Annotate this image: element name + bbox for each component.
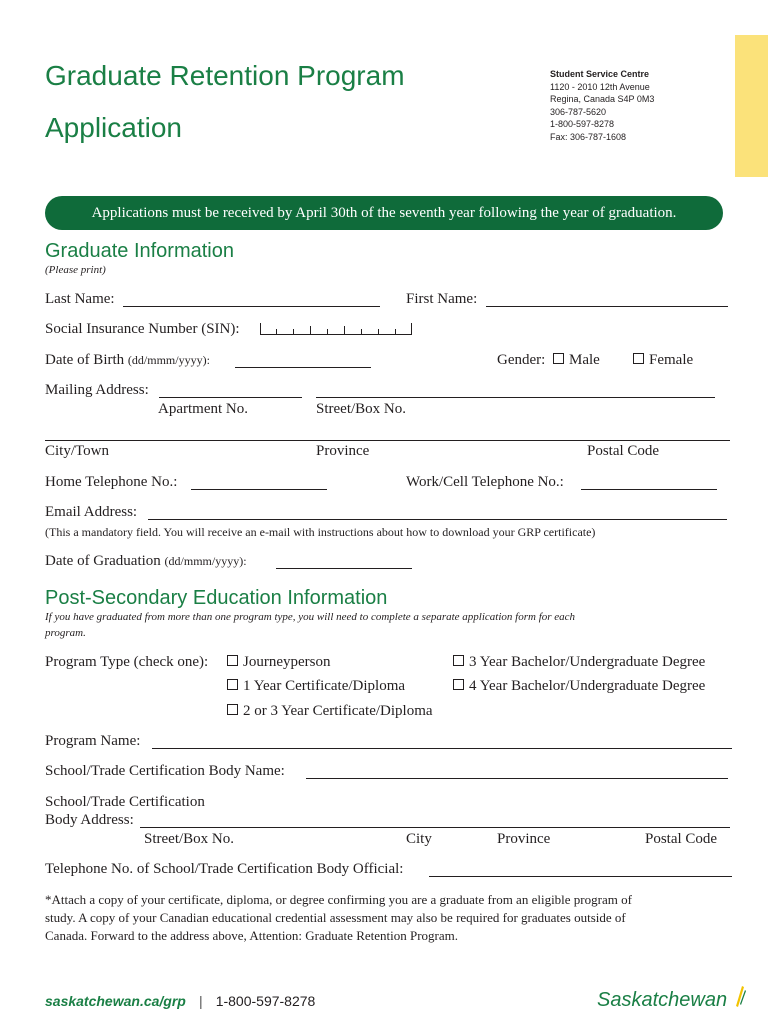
program-name-label: Program Name:: [45, 733, 141, 749]
apartment-field[interactable]: [159, 397, 302, 398]
dob-field[interactable]: [235, 367, 371, 368]
dob-label-text: Date of Birth: [45, 352, 125, 368]
male-label: Male: [569, 352, 600, 368]
wheat-icon: [733, 984, 747, 1008]
program-option-label: 4 Year Bachelor/Undergraduate Degree: [469, 678, 706, 694]
address-line: Regina, Canada S4P 0M3: [550, 94, 655, 104]
email-label: Email Address:: [45, 504, 138, 520]
sin-field[interactable]: [260, 323, 412, 335]
female-checkbox[interactable]: [633, 353, 644, 364]
school-province-caption: Province: [497, 831, 551, 847]
dob-label: [45, 352, 210, 369]
address-line: 1120 - 2010 12th Avenue: [550, 81, 650, 92]
school-postal-caption: Postal Code: [645, 831, 718, 847]
gender-label: Gender:: [497, 352, 546, 368]
program-name-field[interactable]: [152, 748, 732, 749]
home-phone-field[interactable]: [191, 489, 327, 490]
program-option[interactable]: [227, 654, 330, 671]
gender-male-option[interactable]: [553, 352, 600, 369]
attach-line: *Attach a copy of your certificate, diploma, or degree confirming you are a graduate from an eligible program of: [45, 892, 632, 907]
attach-line: Canada. Forward to the address above, Attention: Graduate Retention Program.: [45, 928, 459, 943]
program-option-label: 2 or 3 Year Certificate/Diploma: [243, 703, 433, 719]
grad-date-field[interactable]: [276, 568, 412, 569]
logo-wordmark: Saskatchewan: [597, 989, 728, 1011]
dob-format: (dd/mmm/yyyy):: [127, 353, 210, 367]
province-caption: Province: [316, 443, 370, 459]
form-title-line2: Application: [45, 112, 182, 143]
education-note-line2: program.: [45, 627, 86, 639]
work-phone-label: Work/Cell Telephone No.:: [406, 474, 564, 490]
postal-code-caption: Postal Code: [587, 443, 660, 459]
program-option[interactable]: [453, 654, 705, 671]
please-print-note: (Please print): [45, 264, 106, 276]
deadline-banner: Applications must be received by April 30th of the seventh year following the year of graduation.: [45, 196, 723, 230]
program-type-label: Program Type (check one):: [45, 654, 209, 670]
four-year-bachelor-checkbox[interactable]: [453, 679, 464, 690]
program-option-label: 3 Year Bachelor/Undergraduate Degree: [469, 654, 706, 670]
school-phone-label: Telephone No. of School/Trade Certification Body Official:: [45, 861, 404, 877]
first-name-label: First Name:: [406, 291, 478, 307]
footer: [45, 991, 315, 1010]
female-label: Female: [649, 352, 694, 368]
address-line: 306-787-5620: [550, 106, 607, 117]
footer-separator: |: [198, 993, 203, 1009]
grad-date-label: [45, 553, 247, 570]
program-option[interactable]: [227, 678, 405, 695]
mailing-address-label: Mailing Address:: [45, 382, 149, 398]
address-line: Fax: 306-787-1608: [550, 131, 627, 142]
office-address: [550, 68, 654, 143]
grad-date-format: (dd/mmm/yyyy):: [164, 554, 247, 568]
email-note: (This a mandatory field. You will receive an e-mail with instructions about how to download your GRP certificate): [45, 525, 596, 539]
graduate-info-heading: Graduate Information: [45, 240, 234, 262]
school-name-label: School/Trade Certification Body Name:: [45, 763, 285, 779]
first-name-field[interactable]: [486, 306, 728, 307]
last-name-field[interactable]: [123, 306, 380, 307]
school-address-label-line1: School/Trade Certification: [45, 794, 205, 810]
home-phone-label: Home Telephone No.:: [45, 474, 178, 490]
program-option[interactable]: [453, 678, 705, 695]
yellow-edge-tab: [735, 35, 768, 177]
last-name-label: Last Name:: [45, 291, 115, 307]
street-box-caption: Street/Box No.: [316, 401, 406, 417]
school-city-caption: City: [406, 831, 432, 847]
grad-date-label-text: Date of Graduation: [45, 553, 161, 569]
address-line: 1-800-597-8278: [550, 119, 615, 129]
office-name: Student Service Centre: [550, 69, 650, 79]
email-field[interactable]: [148, 519, 727, 520]
school-phone-field[interactable]: [429, 876, 732, 877]
three-year-bachelor-checkbox[interactable]: [453, 655, 464, 666]
form-title-line1: Graduate Retention Program: [45, 60, 405, 91]
education-info-heading: Post-Secondary Education Information: [45, 587, 388, 609]
school-street-caption: Street/Box No.: [144, 831, 234, 847]
program-option-label: Journeyperson: [243, 654, 331, 670]
sin-label: Social Insurance Number (SIN):: [45, 321, 240, 337]
male-checkbox[interactable]: [553, 353, 564, 364]
two-three-year-certificate-checkbox[interactable]: [227, 704, 238, 715]
city-town-caption: City/Town: [45, 443, 109, 459]
saskatchewan-logo: [597, 984, 747, 1012]
one-year-certificate-checkbox[interactable]: [227, 679, 238, 690]
school-address-field[interactable]: [140, 827, 730, 828]
education-note-line1: If you have graduated from more than one program type, you will need to complete a separate application form for each: [45, 611, 576, 623]
school-name-field[interactable]: [306, 778, 728, 779]
footer-phone: 1-800-597-8278: [215, 993, 316, 1009]
school-address-label-line2: Body Address:: [45, 812, 134, 828]
street-box-field[interactable]: [316, 397, 715, 398]
program-option[interactable]: [227, 703, 433, 720]
work-phone-field[interactable]: [581, 489, 717, 490]
apartment-caption: Apartment No.: [158, 401, 248, 417]
attach-line: study. A copy of your Canadian educational credential assessment may also be required for graduates outside of: [45, 910, 626, 925]
attach-instructions: [45, 891, 632, 945]
city-province-postal-field[interactable]: [45, 440, 730, 441]
journeyperson-checkbox[interactable]: [227, 655, 238, 666]
footer-url[interactable]: saskatchewan.ca/grp: [45, 993, 186, 1009]
program-option-label: 1 Year Certificate/Diploma: [243, 678, 406, 694]
gender-female-option[interactable]: [633, 352, 693, 369]
